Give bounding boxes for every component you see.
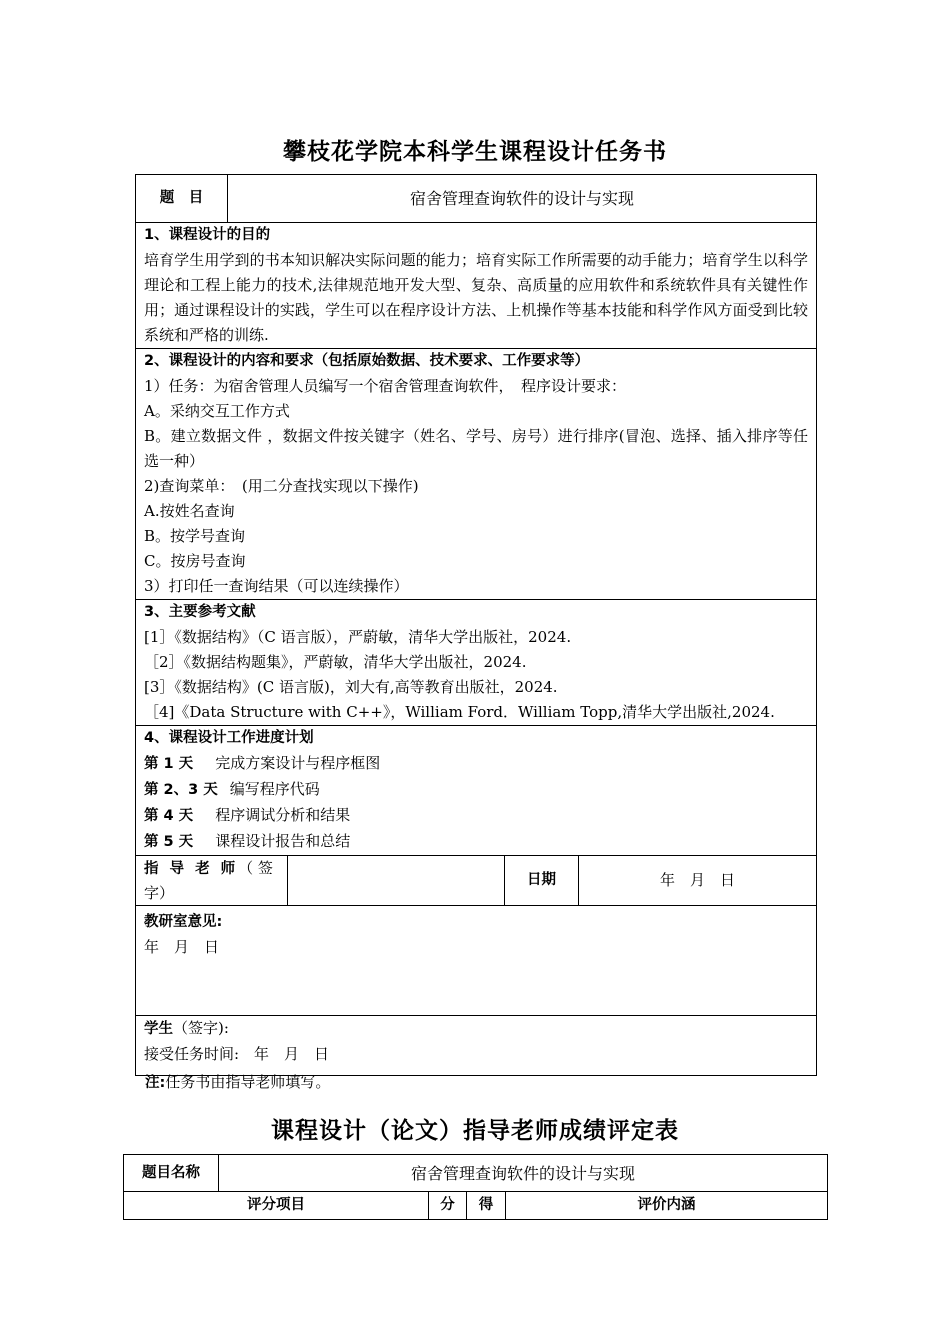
section2-line: B。建立数据文件 ，数据文件按关键字（姓名、学号、房号）进行排序(冒泡、选择、插入排序等任选一种） <box>144 427 809 470</box>
section1-heading: 1、课程设计的目的 <box>144 227 271 243</box>
grade-header-item: 评分项目 <box>124 1192 429 1220</box>
schedule-task: 完成方案设计与程序框图 <box>215 754 381 772</box>
section4-heading: 4、课程设计工作进度计划 <box>144 730 314 746</box>
section2-line: C。按房号查询 <box>144 552 246 570</box>
reference-item: [1］《数据结构》（C 语言版），严蔚敏，清华大学出版社，2024. <box>144 628 572 646</box>
schedule-row <box>144 803 808 829</box>
advisor-label-rest: （ 签字） <box>144 859 273 902</box>
schedule-task: 编写程序代码 <box>229 780 320 798</box>
task-book-table <box>135 174 817 1076</box>
grade-topic-label: 题目名称 <box>124 1155 219 1192</box>
grade-header-content: 评价内涵 <box>506 1192 828 1220</box>
schedule-task: 课程设计报告和总结 <box>215 832 351 850</box>
date-label: 日期 <box>505 856 579 906</box>
section-schedule <box>136 726 817 856</box>
office-label: 教研室意见: <box>144 914 223 930</box>
office-opinion <box>136 906 817 1016</box>
section2-heading: 2、课程设计的内容和要求（包括原始数据、技术要求、工作要求等） <box>144 353 590 369</box>
schedule-row <box>144 751 808 777</box>
schedule-day: 第 1 天 <box>144 756 194 772</box>
section3-heading: 3、主要参考文献 <box>144 604 256 620</box>
student-label-bold: 学生 <box>144 1021 173 1037</box>
section2-line: B。按学号查询 <box>144 527 246 545</box>
topic-value: 宿舍管理查询软件的设计与实现 <box>228 175 817 223</box>
advisor-sign-field[interactable] <box>288 856 505 906</box>
section1-text: 培育学生用学到的书本知识解决实际问题的能力；培育实际工作所需要的动手能力；培育学生以科学理论和工程上能力的技术,法律规范地开发大型、复杂、高质量的应用软件和系统软件具有关键性作用；通过课程设计的实践，学生可以在程序设计方法、上机操作等基本技能和科学作风方面受到比较系统和严格的训练. <box>144 251 809 344</box>
grade-header-score: 分 <box>429 1192 467 1220</box>
task-book-title: 攀枝花学院本科学生课程设计任务书 <box>283 139 667 165</box>
section2-line: 3）打印任一查询结果（可以连续操作） <box>144 577 409 595</box>
student-label-rest: （签字): <box>173 1019 229 1037</box>
schedule-row <box>144 777 808 803</box>
reference-item: [3］《数据结构》(C 语言版)，刘大有,高等教育出版社，2024. <box>144 678 558 696</box>
section2-line: 2)查询菜单： (用二分查找实现以下操作) <box>144 477 419 495</box>
note-bold: 注: <box>145 1075 166 1091</box>
note-text: 任务书由指导老师填写。 <box>165 1073 331 1091</box>
reference-item: ［2］《数据结构题集》，严蔚敏，清华大学出版社，2024. <box>144 653 527 671</box>
student-label <box>144 1016 808 1042</box>
schedule-task: 程序调试分析和结果 <box>215 806 351 824</box>
reference-item: ［4]《Data Structure with C++》，William Ford．William Topp,清华大学出版社,2024. <box>144 703 775 721</box>
grade-table <box>123 1154 828 1220</box>
topic-label: 题 目 <box>136 175 228 223</box>
section2-line: A.按姓名查询 <box>144 502 235 520</box>
section2-line: 1）任务：为宿舍管理人员编写一个宿舍管理查询软件， 程序设计要求： <box>144 377 627 395</box>
schedule-row <box>144 829 808 855</box>
section-content <box>136 349 817 600</box>
section-purpose <box>136 223 817 349</box>
schedule-day: 第 4 天 <box>144 808 194 824</box>
section2-line: A。采纳交互工作方式 <box>144 402 290 420</box>
footnote <box>145 1070 330 1095</box>
grade-topic-value: 宿舍管理查询软件的设计与实现 <box>219 1155 828 1192</box>
office-date: 年 月 日 <box>144 938 220 956</box>
student-sign <box>136 1016 817 1076</box>
schedule-day: 第 5 天 <box>144 834 194 850</box>
grade-header-got: 得 <box>467 1192 506 1220</box>
advisor-label-bold: 指 导 老 师 <box>144 861 239 877</box>
date-value: 年 月 日 <box>579 856 817 906</box>
accept-time: 接受任务时间: 年 月 日 <box>144 1045 330 1063</box>
advisor-sign-label <box>136 856 288 906</box>
grade-table-title: 课程设计（论文）指导老师成绩评定表 <box>271 1118 679 1144</box>
schedule-day: 第 2、3 天 <box>144 782 218 798</box>
section-references <box>136 600 817 726</box>
